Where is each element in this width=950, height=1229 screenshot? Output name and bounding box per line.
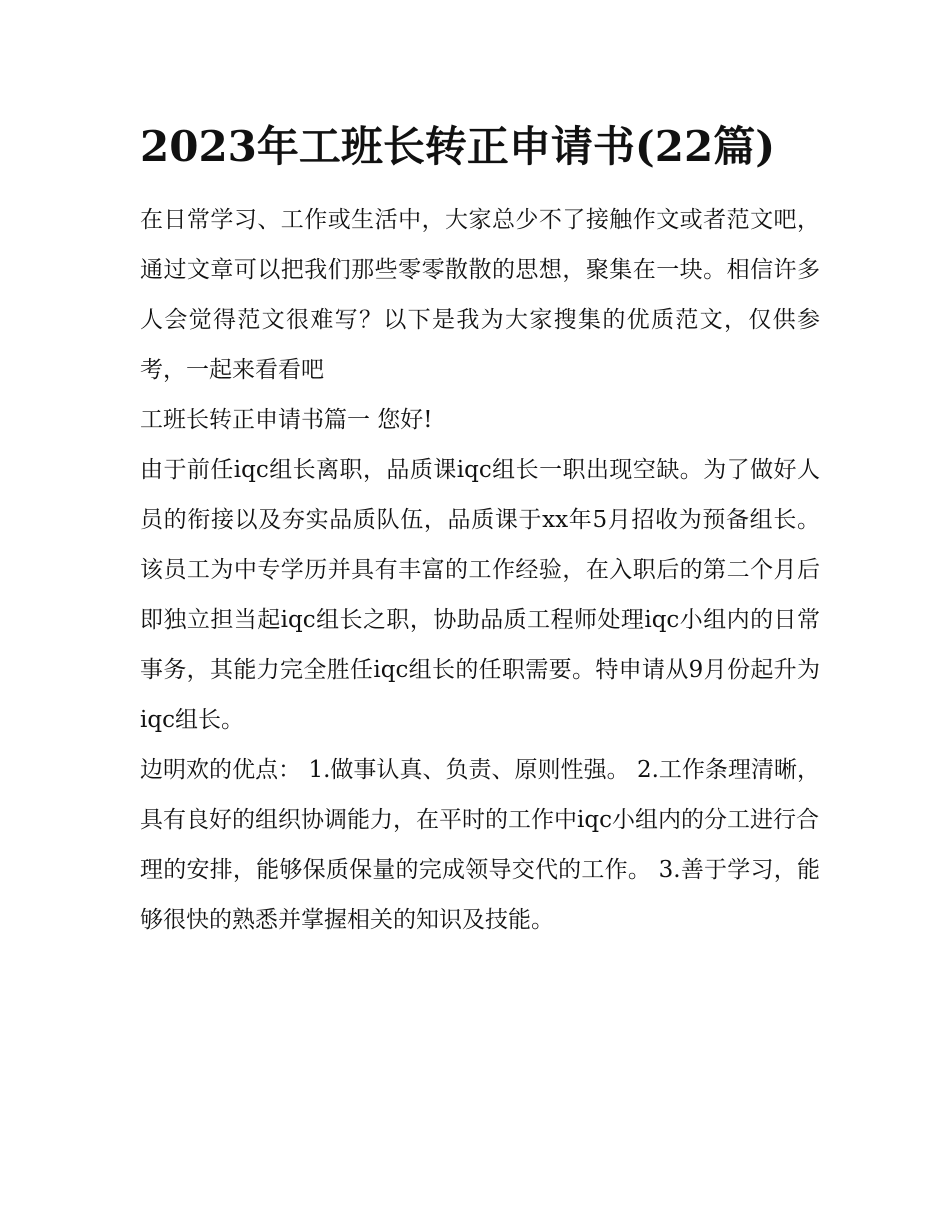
section-heading: 工班长转正申请书篇一 您好! xyxy=(140,407,433,433)
strengths-paragraph: 边明欢的优点： 1.做事认真、负责、原则性强。 2.工作条理清晰，具有良好的组织协调能力，在平时的工作中iqc小组内的分工进行合 xyxy=(140,757,820,833)
intro-paragraph: 在日常学习、工作或生活中，大家总少不了接触作文或者范文吧，通过文章可以把我们那些零零散散的思想，聚集在一块。相信许多人会觉得范文很难写？以下是我为大家搜集的优质范文，仅供参考，一起来看看吧 xyxy=(140,207,820,383)
document-title: 2023年工班长转正申请书(22篇) xyxy=(140,122,776,171)
strengths-continued-paragraph: 理的安排，能够保质保量的完成领导交代的工作。 3.善于学习，能够很快的熟悉并掌握相关的知识及技能。 xyxy=(140,857,820,933)
body-paragraph: 由于前任iqc组长离职，品质课iqc组长一职出现空缺。为了做好人员的衔接以及夯实品质队伍，品质课于xx年5月招收为预备组长。该员工为中专学历并具有丰富的工作经验，在入职后的第二个月后即独立担当起iqc组长之职，协助品质工程师处理iqc小组内的日常事务，其能力完全胜任iqc组长的任职需要。特申请从9月份起升为iqc组长。 xyxy=(140,457,820,733)
document-body xyxy=(140,108,820,945)
